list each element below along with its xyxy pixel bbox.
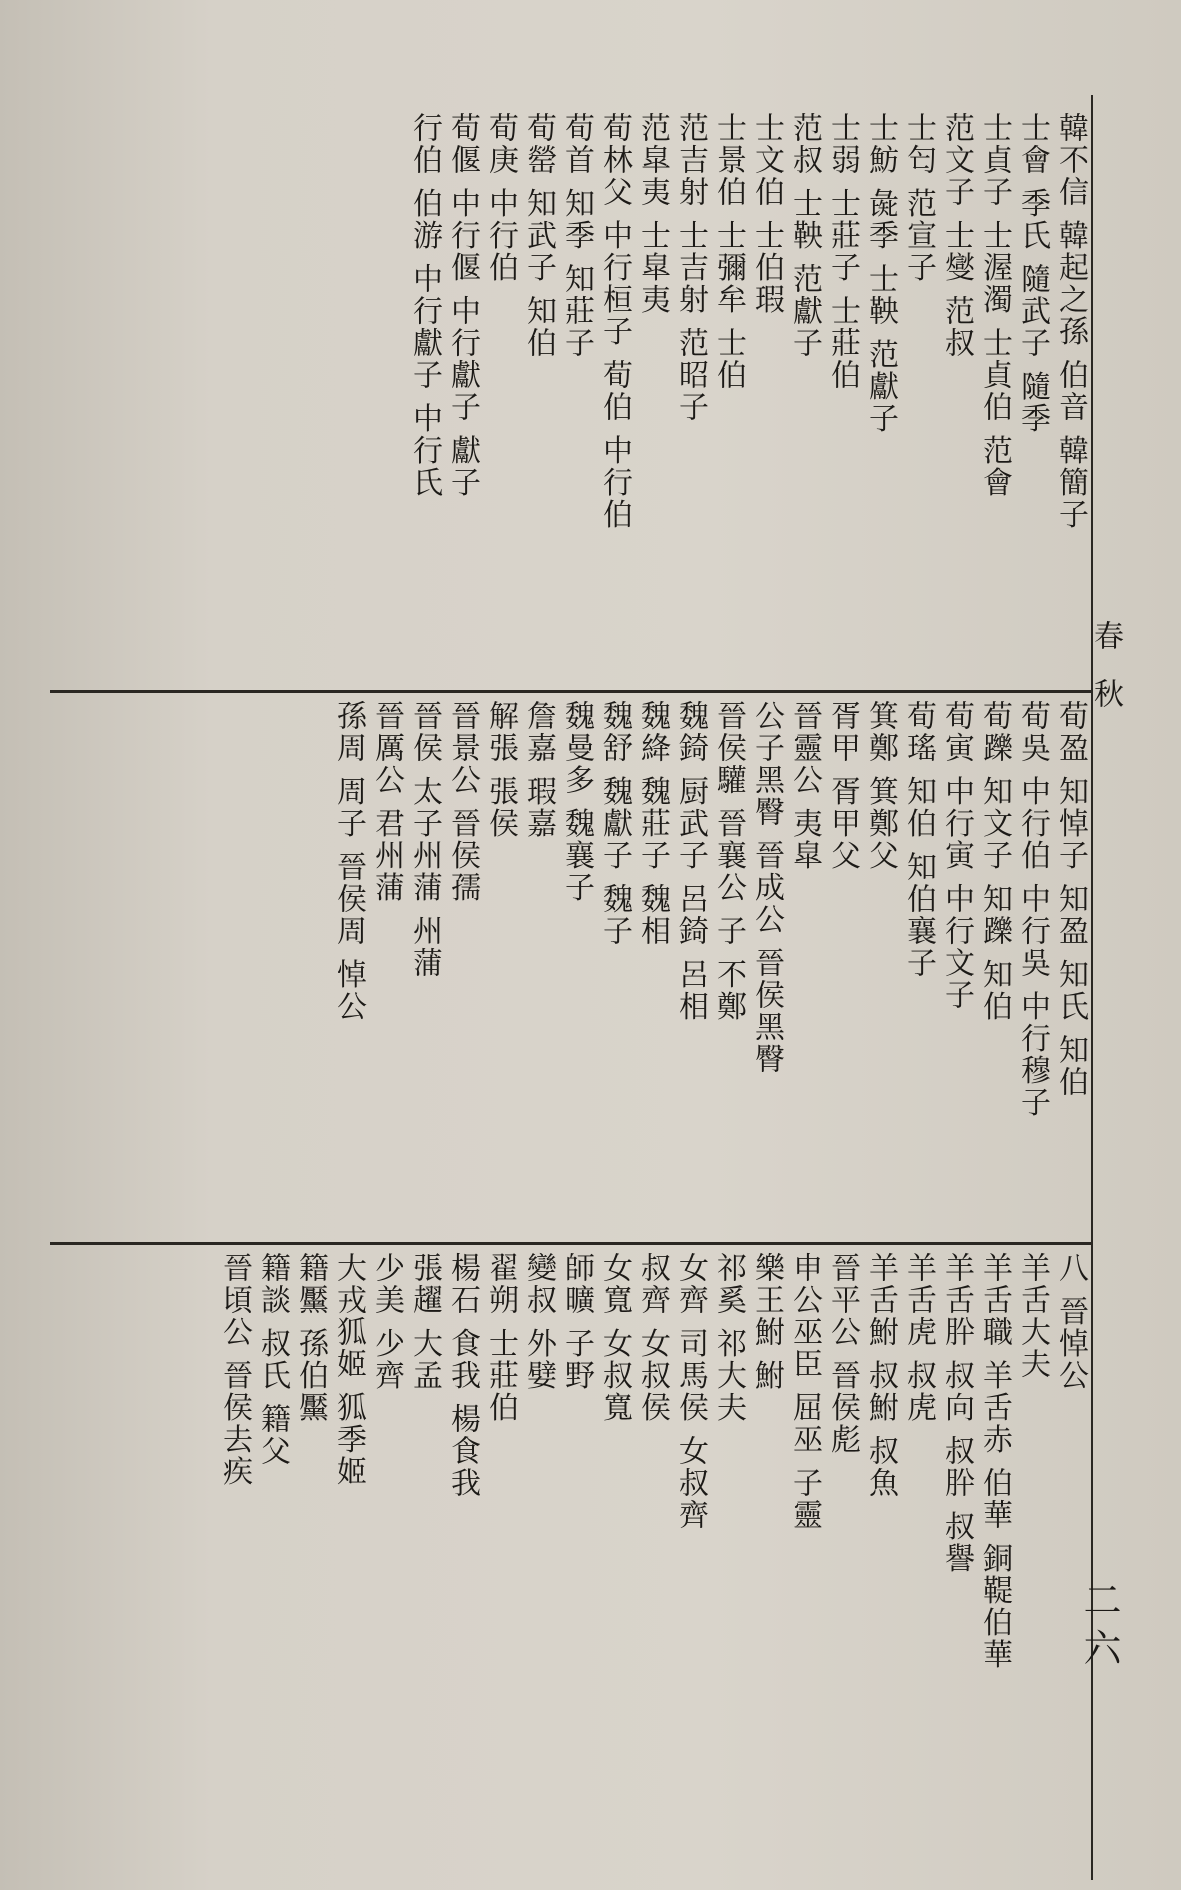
entry-column: 晉景公 晉侯孺	[445, 700, 480, 904]
entry-column: 晉厲公 君州蒲	[369, 700, 404, 904]
entry-column: 女寬 女叔寬	[597, 1252, 632, 1424]
entry-column: 羊舌職 羊舌赤 伯華 銅鞮伯華	[977, 1252, 1012, 1671]
entry-column: 范吉射 士吉射 范昭子	[673, 112, 708, 424]
entry-column: 箕鄭 箕鄭父	[863, 700, 898, 872]
entry-column: 晉平公 晉侯彪	[825, 1252, 860, 1456]
entry-column: 羊舌肸 叔向 叔肸 叔譽	[939, 1252, 974, 1575]
entry-column: 士貞子 士渥濁 士貞伯 范會	[977, 112, 1012, 499]
entry-column: 晉靈公 夷皐	[787, 700, 822, 872]
entry-column: 士匄 范宣子	[901, 112, 936, 284]
entry-column: 解張 張侯	[483, 700, 518, 840]
entry-column: 荀瑤 知伯 知伯襄子	[901, 700, 936, 980]
entry-column: 叔齊 女叔侯	[635, 1252, 670, 1424]
entry-column: 荀庚 中行伯	[483, 112, 518, 284]
entries-section-1	[55, 112, 1089, 682]
divider-bottom	[50, 1242, 1093, 1245]
entry-column: 荀寅 中行寅 中行文子	[939, 700, 974, 1012]
entry-column: 荀盈 知悼子 知盈 知氏 知伯	[1053, 700, 1088, 1099]
entry-column: 晉侯 太子州蒲 州蒲	[407, 700, 442, 980]
entry-column: 祁奚 祁大夫	[711, 1252, 746, 1424]
entry-column: 公子黑臀 晉成公 晉侯黑臀	[749, 700, 784, 1076]
page-number: 二六	[1077, 1580, 1121, 1676]
entry-column: 八 晉悼公	[1053, 1252, 1088, 1392]
entry-column: 士會 季氏 隨武子 隨季	[1015, 112, 1050, 435]
book-title: 春秋	[1088, 620, 1123, 736]
entry-column: 大戎狐姬 狐季姬	[331, 1252, 366, 1488]
entry-column: 士魴 彘季 士鞅 范獻子	[863, 112, 898, 435]
entry-column: 范文子 士燮 范叔	[939, 112, 974, 360]
entry-column: 詹嘉 瑕嘉	[521, 700, 556, 840]
entry-column: 變叔 外嬖	[521, 1252, 556, 1392]
divider-top	[50, 690, 1093, 693]
entry-column: 魏舒 魏獻子 魏子	[597, 700, 632, 948]
entry-column: 胥甲 胥甲父	[825, 700, 860, 872]
entry-column: 師曠 子野	[559, 1252, 594, 1392]
entry-column: 籍黶 孫伯黶	[293, 1252, 328, 1424]
entry-column: 孫周 周子 晉侯周 悼公	[331, 700, 366, 1023]
entries-section-2	[55, 700, 1089, 1240]
entry-column: 士弱 士莊子 士莊伯	[825, 112, 860, 392]
entry-column: 行伯 伯游 中行獻子 中行氏	[407, 112, 442, 499]
entry-column: 羊舌大夫	[1015, 1252, 1050, 1380]
entry-column: 籍談 叔氏 籍父	[255, 1252, 290, 1468]
entry-column: 女齊 司馬侯 女叔齊	[673, 1252, 708, 1532]
entry-column: 羊舌鮒 叔鮒 叔魚	[863, 1252, 898, 1500]
entry-column: 荀罃 知武子 知伯	[521, 112, 556, 360]
entry-column: 魏錡 厨武子 呂錡 呂相	[673, 700, 708, 1023]
entry-column: 士景伯 士彌牟 士伯	[711, 112, 746, 392]
entry-column: 魏曼多 魏襄子	[559, 700, 594, 904]
entry-column: 羊舌虎 叔虎	[901, 1252, 936, 1424]
entry-column: 申公巫臣 屈巫 子靈	[787, 1252, 822, 1532]
entry-column: 范皐夷 士皐夷	[635, 112, 670, 316]
entry-column: 魏絳 魏莊子 魏相	[635, 700, 670, 948]
entry-column: 翟朔 士莊伯	[483, 1252, 518, 1424]
entry-column: 張趯 大孟	[407, 1252, 442, 1392]
entry-column: 荀首 知季 知莊子	[559, 112, 594, 360]
entry-column: 樂王鮒 鮒	[749, 1252, 784, 1392]
entry-column: 荀躒 知文子 知躒 知伯	[977, 700, 1012, 1023]
entry-column: 荀偃 中行偃 中行獻子 獻子	[445, 112, 480, 499]
entry-column: 晉頃公 晉侯去疾	[217, 1252, 252, 1488]
entry-column: 韓不信 韓起之孫 伯音 韓簡子	[1053, 112, 1088, 531]
entry-column: 少美 少齊	[369, 1252, 404, 1392]
entry-column: 荀吳 中行伯 中行吳 中行穆子	[1015, 700, 1050, 1119]
entries-section-3	[55, 1252, 1089, 1872]
entry-column: 范叔 士鞅 范獻子	[787, 112, 822, 360]
entry-column: 士文伯 士伯瑕	[749, 112, 784, 316]
entry-column: 楊石 食我 楊食我	[445, 1252, 480, 1500]
entry-column: 晉侯驩 晉襄公 子 不鄭	[711, 700, 746, 1023]
entry-column: 荀林父 中行桓子 荀伯 中行伯	[597, 112, 632, 531]
